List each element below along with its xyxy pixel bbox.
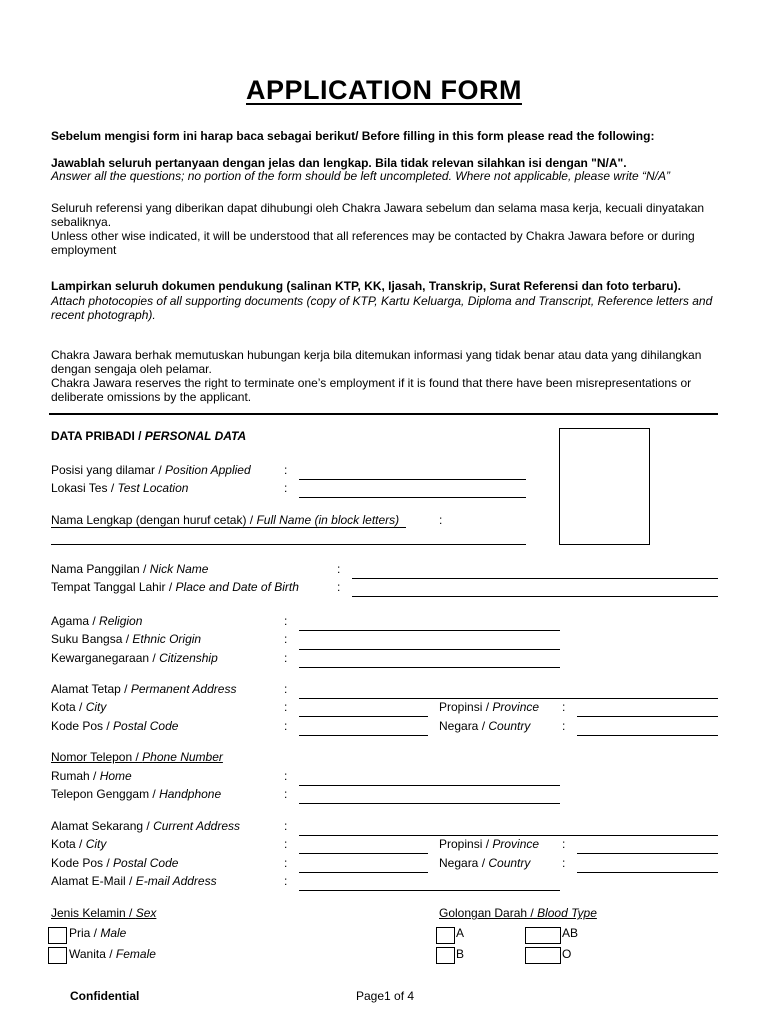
position-label: Posisi yang dilamar / Position Applied	[51, 463, 251, 477]
attach-instruction-en-1: Attach photocopies of all supporting documents (copy of KTP, Kartu Keluarga, Diploma and Transcript, Reference letters and	[51, 294, 713, 308]
full-name-label-underline	[51, 527, 406, 528]
blood-a-checkbox[interactable]	[436, 927, 455, 944]
page-title: APPLICATION FORM	[246, 75, 522, 105]
handphone-field[interactable]	[299, 803, 560, 804]
ethnic-label: Suku Bangsa / Ethnic Origin	[51, 632, 202, 646]
section-heading-en: PERSONAL DATA	[144, 429, 247, 443]
intro-heading: Sebelum mengisi form ini harap baca sebagai berikut/ Before filling in this form please read the following:	[51, 129, 655, 143]
birth-label: Tempat Tanggal Lahir / Place and Date of Birth	[51, 580, 299, 594]
colon: :	[284, 632, 288, 646]
answer-instruction-en: Answer all the questions; no portion of the form should be left uncompleted. Where not applicable, please write “N/A”	[51, 169, 671, 183]
religion-field[interactable]	[299, 630, 560, 631]
position-field[interactable]	[299, 479, 526, 480]
curr-address-label: Alamat Sekarang / Current Address	[51, 819, 240, 833]
ethnic-field[interactable]	[299, 649, 560, 650]
blood-o-label: O	[562, 947, 572, 961]
colon: :	[562, 700, 566, 714]
citizenship-field[interactable]	[299, 667, 560, 668]
religion-label: Agama / Religion	[51, 614, 143, 628]
section-heading	[51, 429, 246, 443]
perm-city-label: Kota / City	[51, 700, 107, 714]
colon: :	[284, 719, 288, 733]
attach-instruction-id: Lampirkan seluruh dokumen pendukung (salinan KTP, KK, Ijasah, Transkrip, Surat Referensi dan foto terbaru).	[51, 279, 681, 293]
perm-province-label: Propinsi / Province	[439, 700, 540, 714]
birth-field[interactable]	[352, 596, 718, 597]
perm-country-field[interactable]	[577, 735, 718, 736]
colon: :	[284, 682, 288, 696]
photo-box[interactable]	[559, 428, 650, 545]
home-phone-field[interactable]	[299, 785, 560, 786]
perm-address-field[interactable]	[299, 698, 718, 699]
nick-name-field[interactable]	[352, 578, 718, 579]
full-name-label: Nama Lengkap (dengan huruf cetak) / Full Name (in block letters)	[51, 513, 400, 527]
nick-name-label: Nama Panggilan / Nick Name	[51, 562, 209, 576]
blood-heading: Golongan Darah / Blood Type	[439, 906, 597, 920]
female-checkbox[interactable]	[48, 947, 67, 964]
email-field[interactable]	[299, 890, 560, 891]
curr-country-field[interactable]	[577, 872, 718, 873]
terminate-note-id-1: Chakra Jawara berhak memutuskan hubungan kerja bila ditemukan informasi yang tidak benar atau data yang dihilangkan	[51, 348, 702, 362]
reference-note-en-1: Unless other wise indicated, it will be understood that all references may be contacted by Chakra Jawara before or during	[51, 229, 695, 243]
terminate-note-id-2: dengan sengaja oleh pelamar.	[51, 362, 212, 376]
perm-postal-field[interactable]	[299, 735, 428, 736]
male-checkbox[interactable]	[48, 927, 67, 944]
colon: :	[284, 874, 288, 888]
citizenship-label: Kewarganegaraan / Citizenship	[51, 651, 218, 665]
colon: :	[284, 856, 288, 870]
footer-confidential: Confidential	[70, 989, 140, 1003]
perm-country-label: Negara / Country	[439, 719, 531, 733]
colon: :	[562, 856, 566, 870]
perm-address-label: Alamat Tetap / Permanent Address	[51, 682, 237, 696]
colon: :	[439, 513, 443, 527]
answer-instruction-id: Jawablah seluruh pertanyaan dengan jelas dan lengkap. Bila tidak relevan silahkan isi dengan "N/A".	[51, 156, 627, 170]
colon: :	[562, 837, 566, 851]
full-name-field[interactable]	[51, 544, 526, 545]
colon: :	[337, 580, 341, 594]
blood-ab-label: AB	[562, 926, 579, 940]
blood-o-checkbox[interactable]	[525, 947, 561, 964]
blood-ab-checkbox[interactable]	[525, 927, 561, 944]
female-label: Wanita / Female	[69, 947, 156, 961]
colon: :	[284, 481, 288, 495]
colon: :	[284, 819, 288, 833]
reference-note-id-1: Seluruh referensi yang diberikan dapat dihubungi oleh Chakra Jawara sebelum dan selama masa kerja, kecuali dinyatakan	[51, 201, 705, 215]
perm-province-field[interactable]	[577, 716, 718, 717]
footer-page-number: Page1 of 4	[356, 989, 415, 1003]
male-label: Pria / Male	[69, 926, 127, 940]
sex-heading: Jenis Kelamin / Sex	[51, 906, 157, 920]
terminate-note-en-1: Chakra Jawara reserves the right to terminate one’s employment if it is found that there have been misrepresentations or	[51, 376, 692, 390]
test-location-field[interactable]	[299, 497, 526, 498]
blood-b-checkbox[interactable]	[436, 947, 455, 964]
email-label: Alamat E-Mail / E-mail Address	[51, 874, 217, 888]
colon: :	[284, 463, 288, 477]
test-location-label: Lokasi Tes / Test Location	[51, 481, 189, 495]
colon: :	[284, 837, 288, 851]
colon: :	[284, 700, 288, 714]
colon: :	[337, 562, 341, 576]
perm-postal-label: Kode Pos / Postal Code	[51, 719, 179, 733]
colon: :	[562, 719, 566, 733]
reference-note-id-2: sebaliknya.	[51, 215, 112, 229]
home-phone-label: Rumah / Home	[51, 769, 132, 783]
colon: :	[284, 787, 288, 801]
perm-city-field[interactable]	[299, 716, 428, 717]
colon: :	[284, 614, 288, 628]
curr-city-field[interactable]	[299, 853, 428, 854]
curr-postal-label: Kode Pos / Postal Code	[51, 856, 179, 870]
attach-instruction-en-2: recent photograph).	[51, 308, 156, 322]
section-divider	[49, 413, 718, 415]
reference-note-en-2: employment	[51, 243, 117, 257]
section-heading-id: DATA PRIBADI /	[51, 429, 145, 443]
blood-a-label: A	[456, 926, 465, 940]
curr-postal-field[interactable]	[299, 872, 428, 873]
handphone-label: Telepon Genggam / Handphone	[51, 787, 222, 801]
curr-province-label: Propinsi / Province	[439, 837, 540, 851]
curr-country-label: Negara / Country	[439, 856, 531, 870]
colon: :	[284, 651, 288, 665]
blood-b-label: B	[456, 947, 465, 961]
terminate-note-en-2: deliberate omissions by the applicant.	[51, 390, 252, 404]
curr-address-field[interactable]	[299, 835, 718, 836]
curr-city-label: Kota / City	[51, 837, 107, 851]
phone-heading: Nomor Telepon / Phone Number	[51, 750, 223, 764]
curr-province-field[interactable]	[577, 853, 718, 854]
colon: :	[284, 769, 288, 783]
